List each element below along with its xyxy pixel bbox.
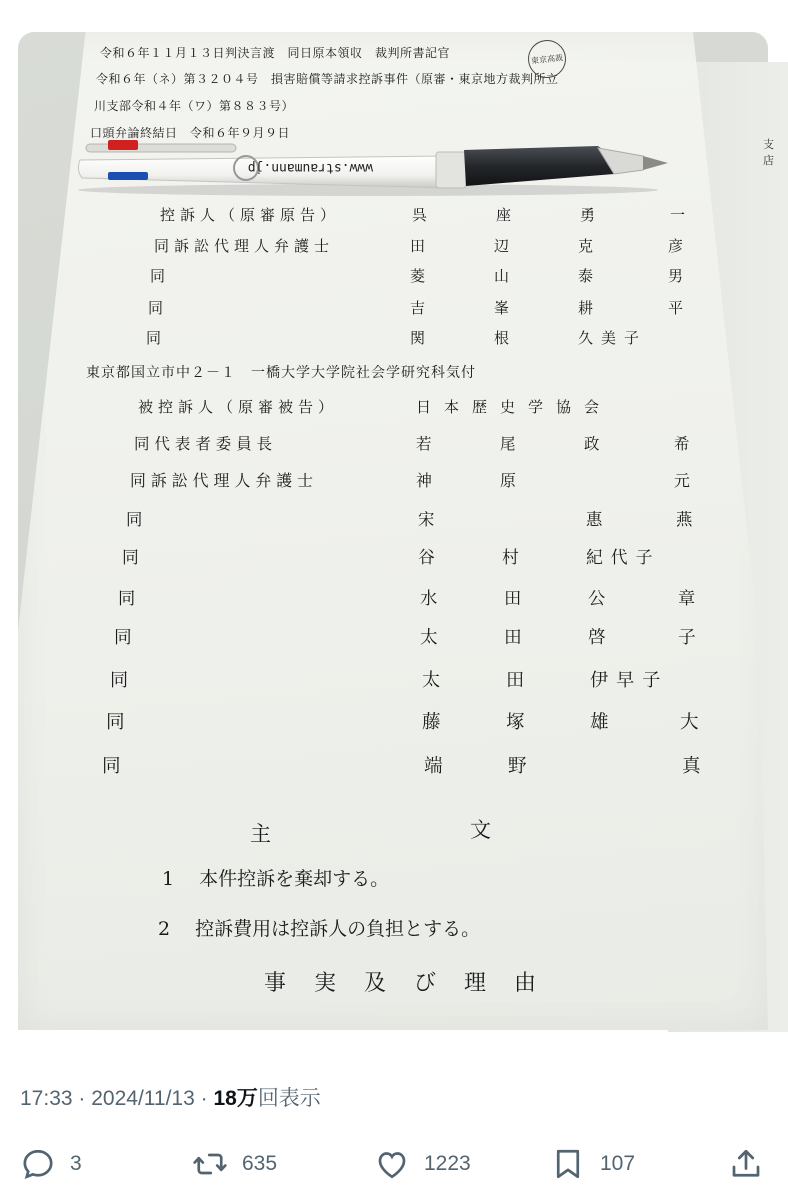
- name-part: 原: [500, 471, 516, 490]
- name-part: 伊早子: [590, 670, 669, 691]
- name-part: 宋: [418, 510, 435, 529]
- appellant-name-3: [410, 265, 728, 286]
- name-part: 田: [506, 670, 525, 691]
- name-part: 章: [678, 589, 696, 609]
- background-paper-text: 支店: [763, 138, 774, 167]
- appellee-name-2: [416, 432, 734, 454]
- appellee-role-10: 同: [102, 756, 126, 777]
- appellee-name-9: [422, 708, 740, 734]
- appellee-role-3: 同訴訟代理人弁護士: [130, 471, 319, 490]
- appellee-name-7: [420, 624, 738, 649]
- name-part: 克: [578, 237, 594, 255]
- name-part: 呉: [412, 206, 428, 224]
- appellee-role-7: 同: [114, 628, 137, 648]
- tweet-timestamp: 17:33 · 2024/11/13 · 18万回表示: [20, 1087, 321, 1110]
- appellant-role-3: 同: [150, 267, 171, 285]
- name-part: 平: [668, 299, 684, 317]
- name-part: 田: [410, 237, 426, 255]
- pen-image: [68, 130, 668, 200]
- doc-header-line4: 口頭弁論終結日 令和６年９月９日: [90, 126, 291, 140]
- name-part: 真: [682, 756, 701, 777]
- repost-count: 635: [242, 1152, 278, 1175]
- name-part: 水: [420, 589, 438, 609]
- name-part: 関: [410, 329, 426, 347]
- name-part: 紀代子: [586, 547, 661, 567]
- name-part: 若: [416, 435, 432, 453]
- name-part: 燕: [676, 510, 693, 529]
- appellee-name-5: [418, 544, 736, 568]
- court-stamp: 東京高裁: [526, 38, 568, 80]
- appellee-role-4: 同: [126, 510, 148, 529]
- appellee-name-8: [422, 666, 740, 692]
- appellant-name-5: [410, 327, 728, 348]
- like-icon: [374, 1146, 410, 1182]
- name-part: 座: [496, 206, 512, 224]
- name-part: 元: [674, 471, 690, 490]
- appellee-role-9: 同: [106, 712, 130, 733]
- appellant-name-1: [412, 204, 730, 225]
- tweet-date[interactable]: 2024/11/13: [91, 1087, 195, 1110]
- svg-text:www.straumann.jp: www.straumann.jp: [247, 160, 373, 175]
- appellee-name-3: [416, 468, 734, 491]
- appellant-role-5: 同: [146, 329, 167, 347]
- doc-header-line3: 川支部令和４年（ワ）第８８３号）: [94, 99, 295, 113]
- appellant-name-4: [410, 297, 728, 318]
- name-part: 泰: [578, 267, 594, 285]
- name-part: 野: [508, 756, 527, 777]
- name-part: 雄: [590, 712, 609, 733]
- name-part: 太: [420, 628, 438, 648]
- name-part: 菱: [410, 267, 426, 285]
- name-part: 久美子: [578, 329, 648, 347]
- appellee-role-6: 同: [118, 589, 141, 609]
- bookmark-icon: [550, 1146, 586, 1182]
- view-label: 回表示: [257, 1087, 321, 1110]
- reply-button[interactable]: [20, 1146, 82, 1182]
- name-part: 彦: [668, 237, 684, 255]
- facts-and-reasons-heading: 事 実 及 び 理 由: [264, 971, 540, 996]
- name-part: 勇: [580, 206, 596, 224]
- order-item-1: 1 本件控訴を棄却する。: [162, 868, 390, 890]
- reply-icon: [20, 1146, 56, 1182]
- appellant-role-1: 控訴人（原審原告）: [160, 206, 341, 224]
- appellee-role-1: 被控訴人（原審被告）: [138, 398, 339, 416]
- name-part: 神: [416, 471, 432, 490]
- appellee-name-10: [424, 752, 742, 778]
- bookmark-button[interactable]: [550, 1146, 635, 1182]
- tweet-photo[interactable]: [18, 32, 774, 1030]
- repost-button[interactable]: [192, 1146, 277, 1182]
- appellee-role-2: 同代表者委員長: [134, 435, 278, 453]
- reply-count: 3: [70, 1152, 82, 1175]
- appellee-name-1: [416, 396, 612, 417]
- name-part: 大: [680, 712, 699, 733]
- name-part: 塚: [506, 712, 525, 733]
- appellee-role-5: 同: [122, 547, 144, 567]
- tweet-time[interactable]: 17:33: [20, 1087, 73, 1110]
- name-part: 根: [494, 329, 510, 347]
- name-part: 日本歴史学協会: [416, 398, 613, 416]
- doc-header-line2: 令和６年（ネ）第３２０４号 損害賠償等請求控訴事件（原審・東京地方裁判所立: [96, 72, 559, 86]
- name-part: 峯: [494, 299, 510, 317]
- name-part: 辺: [494, 237, 510, 255]
- name-part: 男: [668, 267, 684, 285]
- appellant-name-2: [410, 235, 728, 256]
- name-part: 尾: [500, 435, 516, 453]
- main-text-heading-2: 文: [470, 818, 491, 842]
- order-item-2: 2 控訴費用は控訴人の負担とする。: [158, 918, 481, 940]
- name-part: 村: [502, 547, 519, 567]
- share-icon: [728, 1146, 764, 1182]
- appellee-role-8: 同: [110, 670, 134, 691]
- name-part: 政: [584, 435, 600, 453]
- view-count: 18万: [213, 1087, 258, 1110]
- like-count: 1223: [424, 1152, 471, 1175]
- name-part: 公: [588, 589, 606, 609]
- appellee-address: 東京都国立市中２－１ 一橋大学大学院社会学研究科気付: [86, 365, 476, 381]
- appellee-name-4: [418, 506, 736, 530]
- bookmark-count: 107: [600, 1152, 636, 1175]
- share-button[interactable]: [728, 1146, 764, 1182]
- name-part: 希: [674, 435, 690, 453]
- name-part: 啓: [588, 628, 606, 648]
- main-text-heading-1: 主: [250, 822, 271, 846]
- name-part: 端: [424, 756, 443, 777]
- name-part: 太: [422, 670, 441, 691]
- repost-icon: [192, 1146, 228, 1182]
- name-part: 惠: [586, 510, 603, 529]
- name-part: 田: [504, 589, 522, 609]
- appellant-role-2: 同訴訟代理人弁護士: [154, 237, 335, 255]
- name-part: 山: [494, 267, 510, 285]
- appellee-name-6: [420, 584, 738, 609]
- name-part: 耕: [578, 299, 594, 317]
- name-part: 藤: [422, 712, 441, 733]
- like-button[interactable]: [374, 1146, 471, 1182]
- appellant-role-4: 同: [148, 299, 169, 317]
- tweet-action-bar: [0, 1140, 786, 1190]
- name-part: 谷: [418, 547, 435, 567]
- name-part: 子: [678, 628, 696, 648]
- name-part: 吉: [410, 299, 426, 317]
- name-part: 一: [670, 206, 686, 224]
- name-part: 田: [504, 628, 522, 648]
- doc-header-line1: 令和６年１１月１３日判決言渡 同日原本領収 裁判所書記官: [100, 46, 451, 60]
